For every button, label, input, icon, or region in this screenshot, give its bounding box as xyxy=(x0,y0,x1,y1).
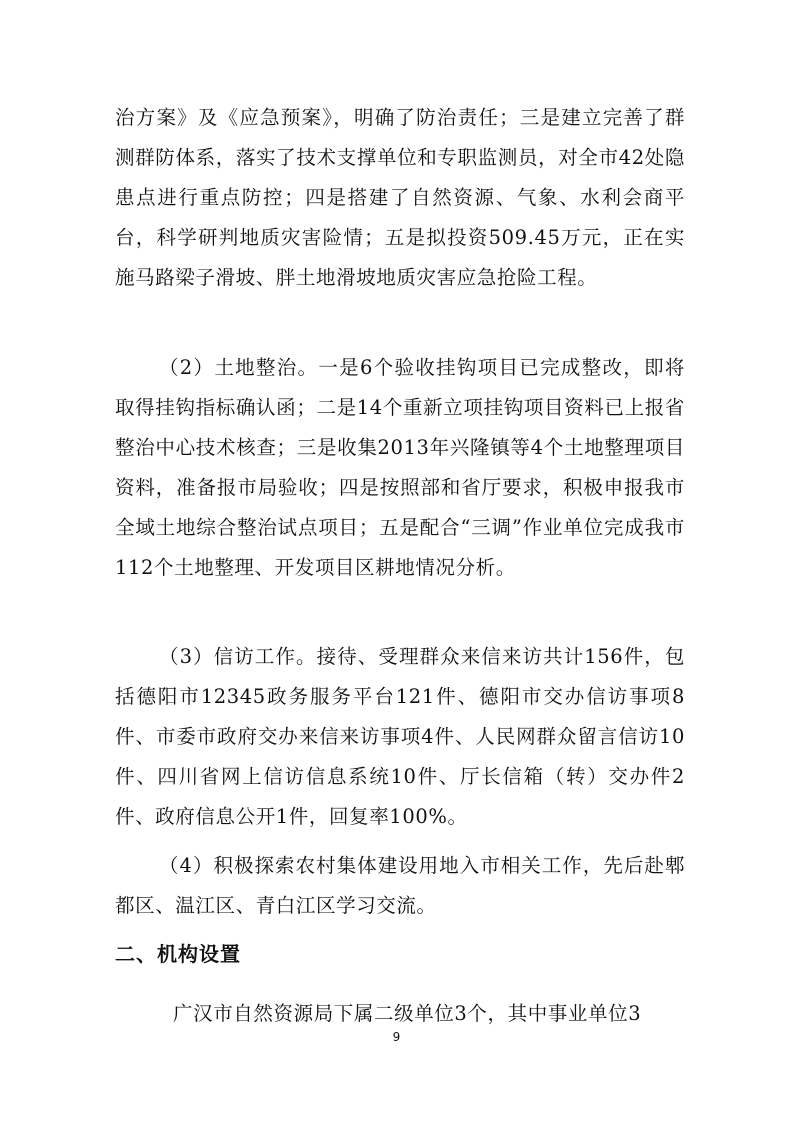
paragraph-land-consolidation: （2）土地整治。一是6个验收挂钩项目已完成整改，即将取得挂钩指标确认函；二是14个重新立项挂钩项目资料已上报省整治中心技术核查；三是收集2013年兴隆镇等4个土地整理项目资料，准备报市局验收；四是按照部和省厅要求，积极申报我市全域土地综合整治试点项目；五是配合“三调”作业单位完成我市112个土地整理、开发项目区耕地情况分析。 xyxy=(115,356,685,579)
section-heading: 二、机构设置 xyxy=(115,942,241,966)
paragraph-petition-work: （3）信访工作。接待、受理群众来信来访共计156件，包括德阳市12345政务服务平台121件、德阳市交办信访事项8件、市委市政府交办来信来访事项4件、人民网群众留言信访10件、四川省网上信访信息系统10件、厅长信箱（转）交办件2件、政府信息公开1件，回复率100%。 xyxy=(115,645,685,828)
paragraph-geohazard-continued: 治方案》及《应急预案》，明确了防治责任；三是建立完善了群测群防体系，落实了技术支撑单位和专职监测员，对全市42处隐患点进行重点防控；四是搭建了自然资源、气象、水利会商平台，科学研判地质灾害险情；五是拟投资509.45万元，正在实施马路梁子滑坡、胖土地滑坡地质灾害应急抢险工程。 xyxy=(115,106,685,289)
page-number: 9 xyxy=(392,1030,401,1044)
paragraph-organization: 广汉市自然资源局下属二级单位3个，其中事业单位3 xyxy=(173,1002,642,1025)
paragraph-collective-land: （4）积极探索农村集体建设用地入市相关工作，先后赴郫都区、温江区、青白江区学习交流。 xyxy=(115,854,685,917)
